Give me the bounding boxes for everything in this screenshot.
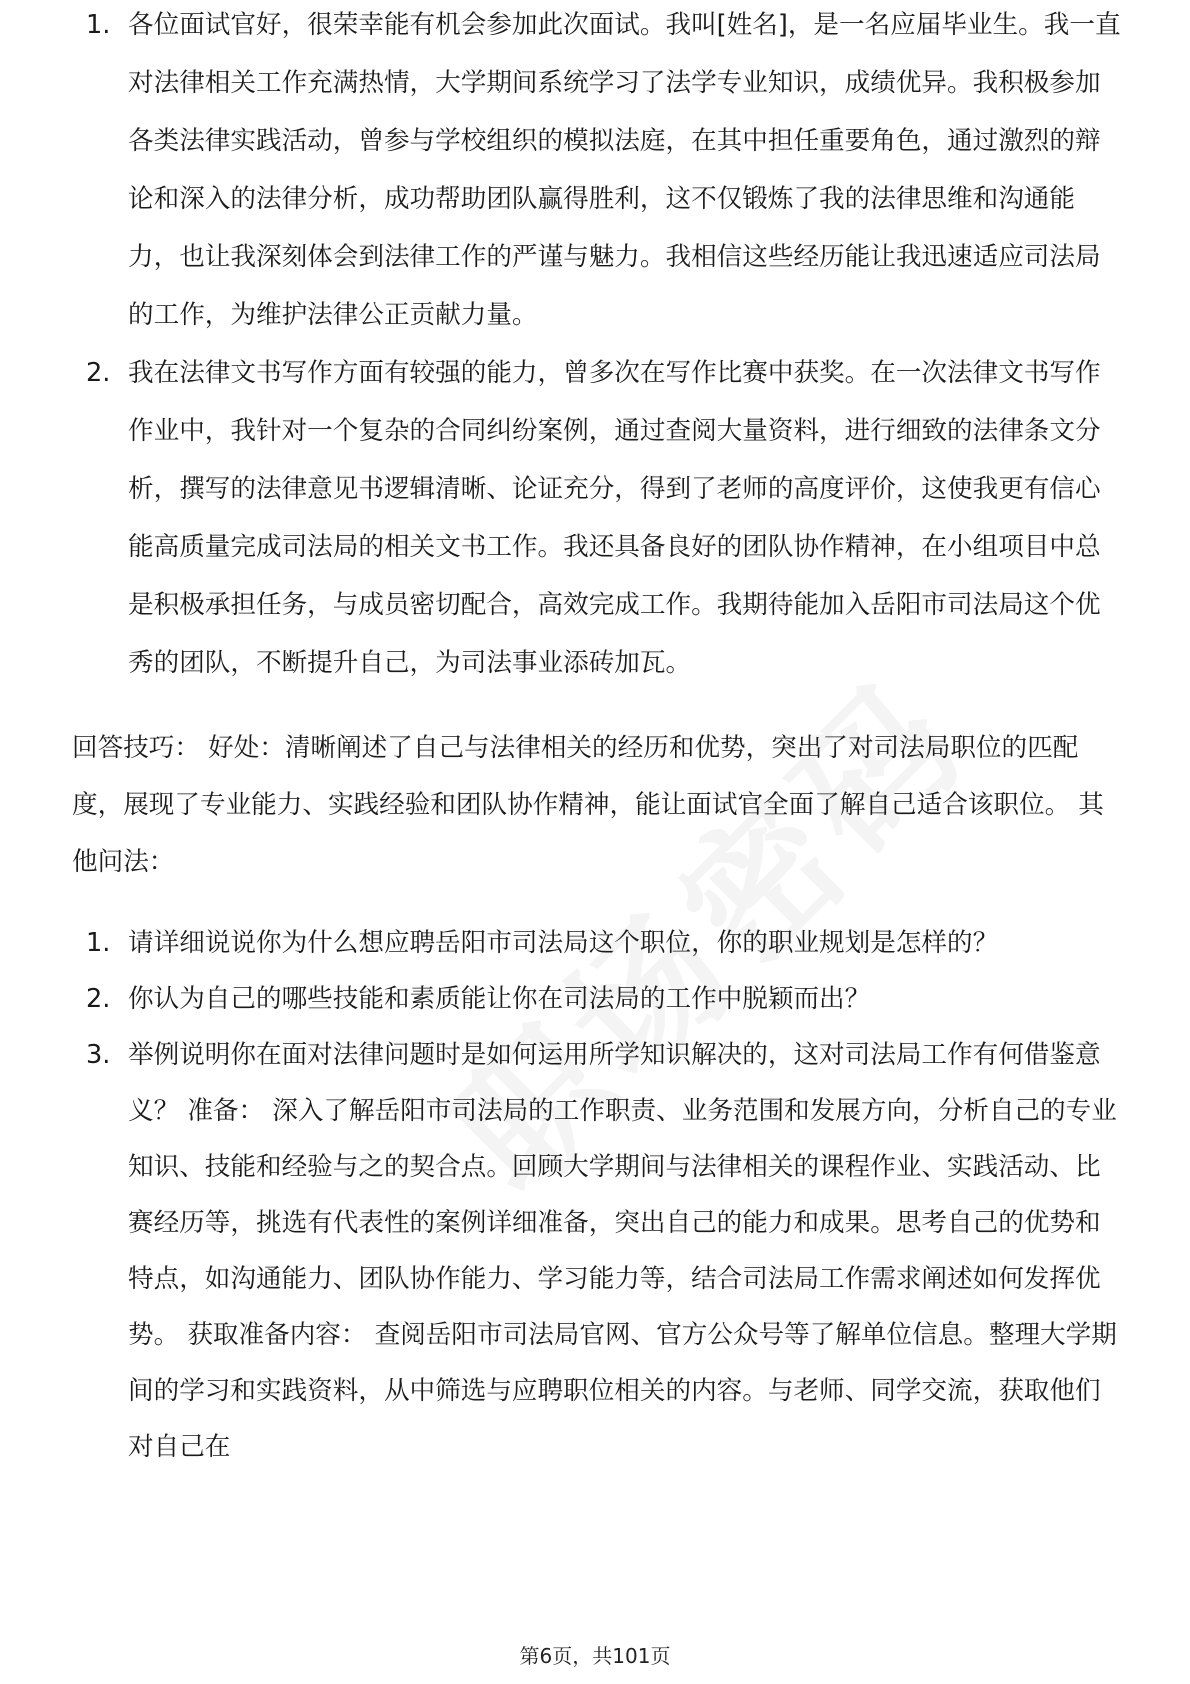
list-item xyxy=(72,344,1122,692)
list-item-number: 2. xyxy=(86,984,111,1014)
list-item-text: 举例说明你在面对法律问题时是如何运用所学知识解决的，这对司法局工作有何借鉴意义？ 准备： 深入了解岳阳市司法局的工作职责、业务范围和发展方向，分析自己的专业知识、技能和经验与之的契合点。回顾大学期间与法律相关的课程作业、实践活动、比赛经历等，挑选有代表性的案例详细准备，突出自己的能力和成果。思考自己的优势和特点，如沟通能力、团队协作能力、学习能力等，结合司法局工作需求阐述如何发挥优势。 获取准备内容： 查阅岳阳市司法局官网、官方公众号等了解单位信息。整理大学期间的学习和实践资料，从中筛选与应聘职位相关的内容。与老师、同学交流，获取他们对自己在 xyxy=(128,1040,1117,1462)
list-item-number: 2. xyxy=(86,358,111,388)
list-item-text: 我在法律文书写作方面有较强的能力，曾多次在写作比赛中获奖。在一次法律文书写作作业中，我针对一个复杂的合同纠纷案例，通过查阅大量资料，进行细致的法律条文分析，撰写的法律意见书逻辑清晰、论证充分，得到了老师的高度评价，这使我更有信心能高质量完成司法局的相关文书工作。我还具备良好的团队协作精神，在小组项目中总是积极承担任务，与成员密切配合，高效完成工作。我期待能加入岳阳市司法局这个优秀的团队，不断提升自己，为司法事业添砖加瓦。 xyxy=(128,358,1101,678)
other-questions-list xyxy=(72,915,1122,1475)
list-item xyxy=(72,0,1122,344)
list-item xyxy=(72,1027,1122,1475)
list-item-number: 1. xyxy=(86,10,111,40)
list-item-number: 1. xyxy=(86,928,111,958)
list-item-text: 你认为自己的哪些技能和素质能让你在司法局的工作中脱颖而出？ xyxy=(128,984,871,1014)
list-item-number: 3. xyxy=(86,1040,111,1070)
page-content xyxy=(72,10,1122,1475)
list-item xyxy=(72,971,1122,1027)
page-footer: 第6页，共101页 xyxy=(519,1644,671,1668)
answer-list xyxy=(72,0,1122,692)
list-item xyxy=(72,915,1122,971)
list-item-text: 请详细说说你为什么想应聘岳阳市司法局这个职位，你的职业规划是怎样的？ xyxy=(128,928,999,958)
answer-tips-paragraph: 回答技巧： 好处：清晰阐述了自己与法律相关的经历和优势，突出了对司法局职位的匹配度，展现了专业能力、实践经验和团队协作精神，能让面试官全面了解自己适合该职位。 其他问法： xyxy=(72,733,1104,877)
list-item-text: 各位面试官好，很荣幸能有机会参加此次面试。我叫[姓名]，是一名应届毕业生。我一直对法律相关工作充满热情，大学期间系统学习了法学专业知识，成绩优异。我积极参加各类法律实践活动，曾参与学校组织的模拟法庭，在其中担任重要角色，通过激烈的辩论和深入的法律分析，成功帮助团队赢得胜利，这不仅锻炼了我的法律思维和沟通能力，也让我深刻体会到法律工作的严谨与魅力。我相信这些经历能让我迅速适应司法局的工作，为维护法律公正贡献力量。 xyxy=(128,10,1121,330)
